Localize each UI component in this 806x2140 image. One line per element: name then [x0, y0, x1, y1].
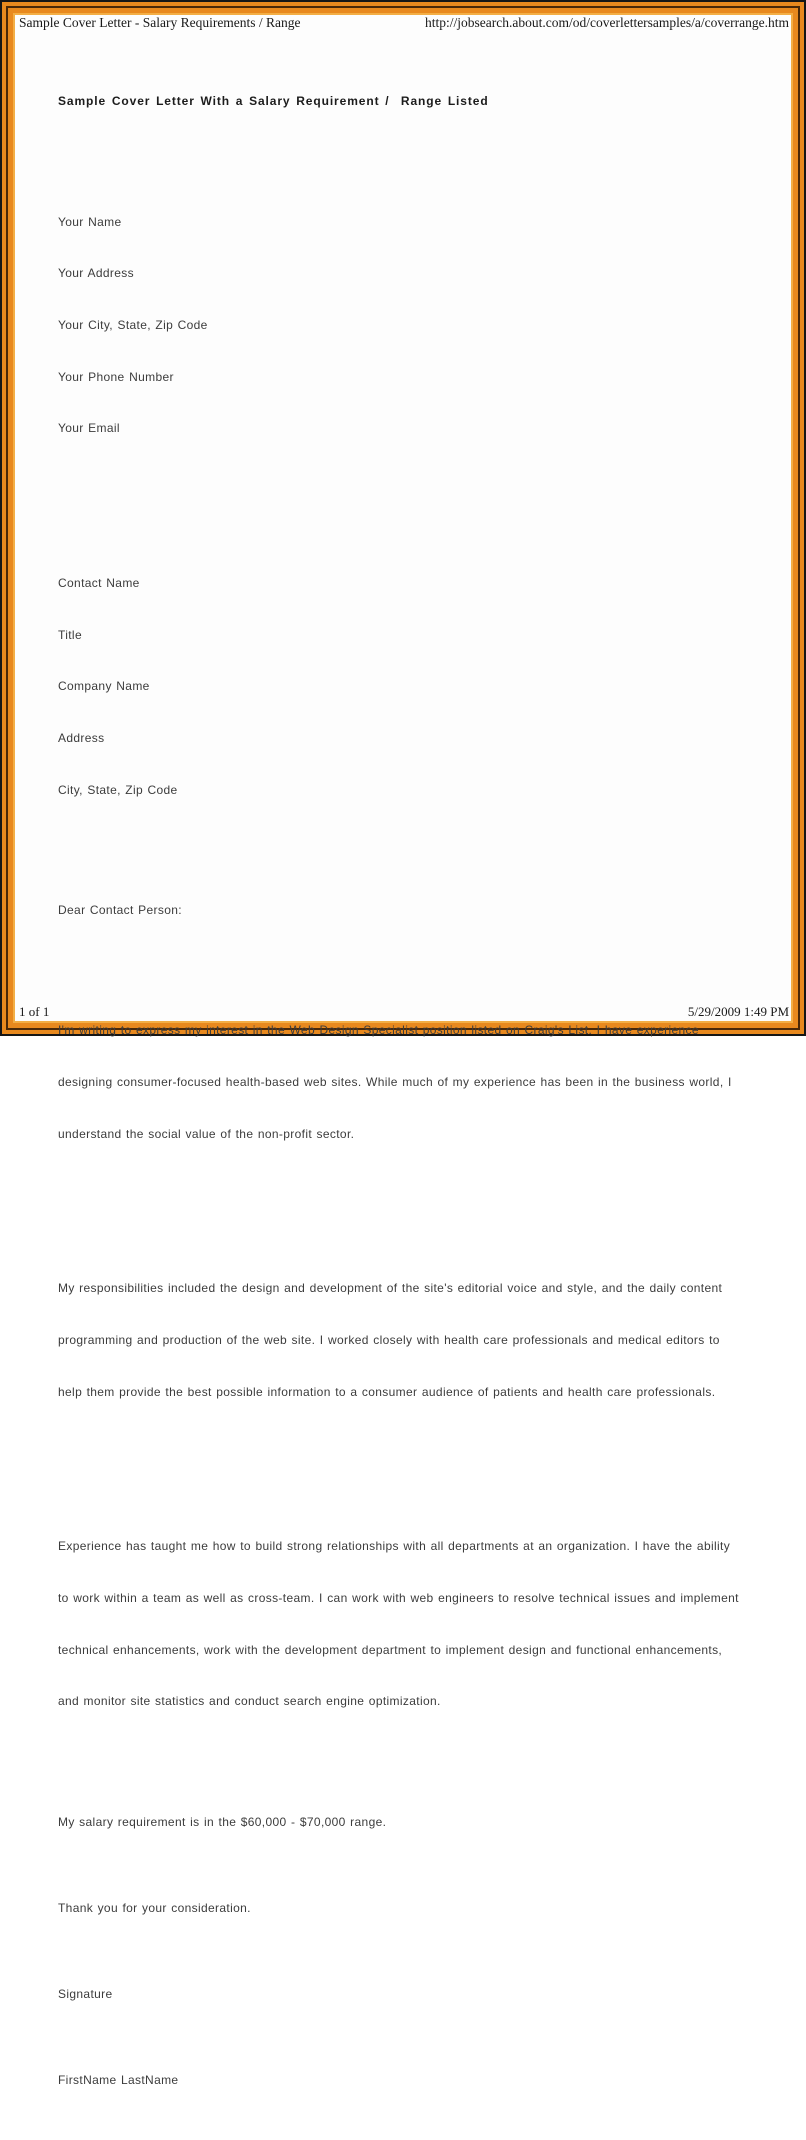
page-content: [15, 15, 791, 2087]
paragraph-line: Experience has taught me how to build strong relationships with all departments at an organization. I have the ability: [58, 1539, 731, 1554]
paragraph-line: My responsibilities included the design and development of the site's editorial voice and style, and the daily content: [58, 1281, 723, 1296]
recipient-address-block: [58, 541, 771, 833]
sender-address-block: [58, 179, 771, 471]
page-number: 1 of 1: [19, 1004, 50, 1019]
sender-phone: Your Phone Number: [58, 369, 174, 384]
frame-gold-stripe: [13, 13, 793, 2087]
paragraph-experience: [58, 1504, 771, 1745]
paragraph-responsibilities: [58, 1246, 771, 1435]
frame-dark-stripe: [6, 6, 800, 2087]
paragraph-line: to work within a team as well as cross-team. I can work with web engineers to resolve technical issues and implement: [58, 1590, 739, 1605]
frame-orange-outer: [2, 2, 804, 2087]
signature-name: FirstName LastName: [58, 2072, 179, 2087]
frame-orange-inner: [8, 8, 798, 2087]
recipient-company: Company Name: [58, 679, 150, 694]
paragraph-line: programming and production of the web site. I worked closely with health care professionals and medical editors to: [58, 1332, 720, 1347]
closing-line: Thank you for your consideration.: [58, 1900, 251, 1915]
recipient-contact-name: Contact Name: [58, 576, 140, 591]
paragraph-line: technical enhancements, work with the development department to implement design and functional enhancements,: [58, 1642, 723, 1657]
letter-title: Sample Cover Letter With a Salary Requirement / Range Listed: [58, 94, 489, 109]
salary-requirement-line: My salary requirement is in the $60,000 - $70,000 range.: [58, 1814, 387, 1829]
print-datetime: 5/29/2009 1:49 PM: [687, 1004, 789, 1019]
sender-email: Your Email: [58, 421, 120, 436]
signature-label: Signature: [58, 1986, 113, 2001]
paragraph-line: designing consumer-focused health-based web sites. While much of my experience has been in the business world, I: [58, 1074, 732, 1089]
print-header: [19, 15, 789, 31]
sender-name: Your Name: [58, 214, 122, 229]
sender-address: Your Address: [58, 266, 134, 281]
recipient-address: Address: [58, 730, 105, 745]
paragraph-line: understand the social value of the non-profit sector.: [58, 1126, 355, 1141]
paragraph-line: help them provide the best possible information to a consumer audience of patients and health care professionals.: [58, 1384, 716, 1399]
paragraph-line: and monitor site statistics and conduct search engine optimization.: [58, 1694, 441, 1709]
sender-city-state-zip: Your City, State, Zip Code: [58, 318, 208, 333]
recipient-city-state-zip: City, State, Zip Code: [58, 782, 178, 797]
print-footer: [19, 1004, 789, 1020]
salutation: Dear Contact Person:: [58, 902, 182, 917]
recipient-title: Title: [58, 627, 82, 642]
paragraph-line: I'm writing to express my interest in the Web Design Specialist position listed on Craig's List. I have experience: [58, 1023, 699, 1038]
cover-letter: [58, 59, 771, 2140]
print-header-url: http://jobsearch.about.com/od/coverlettersamples/a/coverrange.htm: [425, 15, 789, 30]
print-header-title: Sample Cover Letter - Salary Requirements / Range: [19, 15, 301, 30]
